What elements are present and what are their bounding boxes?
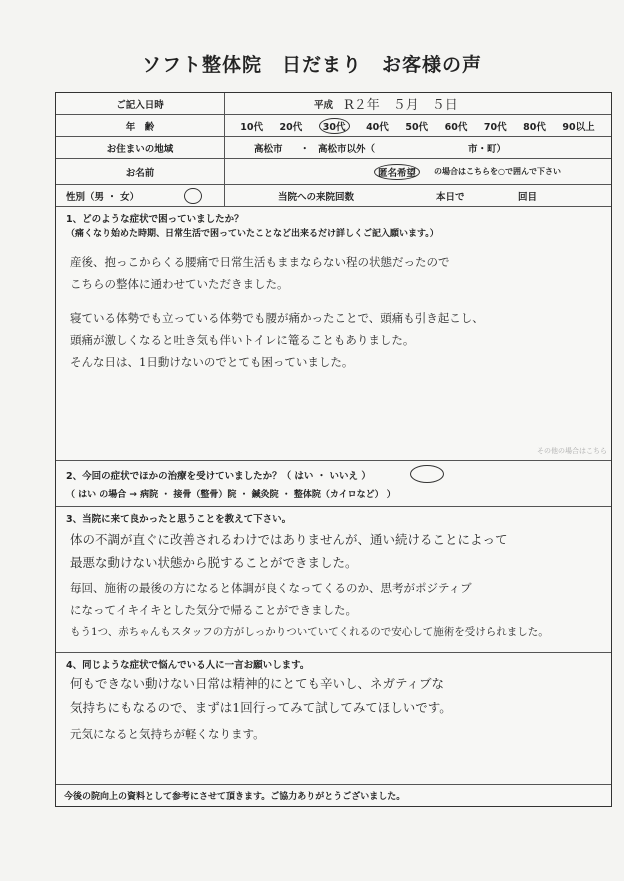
q3-answer-line-5: もう1つ、赤ちゃんもスタッフの方がしっかりついていてくれるので安心して施術を受けられました。 — [70, 626, 549, 638]
q1-answer-line-5: そんな日は、1日動けないのでとても困っていました。 — [70, 355, 354, 369]
q1-answer-line-4: 頭痛が激しくなると吐き気も伴いトイレに篭ることもありました。 — [70, 333, 415, 347]
page-title: ソフト整体院 日だまり お客様の声 — [141, 54, 482, 76]
q4-answer-line-2: 気持ちにもなるので、まずは1回行ってみて試してみてほしいです。 — [70, 700, 452, 715]
anonymous-option[interactable] — [374, 159, 420, 184]
q3-answer-line-3: 毎回、施術の最後の方になると体調が良くなってくるのか、思考がポジティブ — [70, 581, 472, 595]
label-name: お名前 — [56, 159, 225, 184]
q1-answer-line-2: こちらの整体に通わせていただきました。 — [70, 277, 289, 291]
row-gender — [56, 185, 611, 207]
row-date — [56, 93, 611, 115]
q3-answer-line-1: 体の不調が直ぐに改善されるわけではありませんが、通い続けることによって — [70, 532, 508, 547]
anonymous-note: の場合はこちらを○で囲んで下さい — [434, 167, 561, 176]
section-q2 — [56, 461, 611, 507]
era-label: 平成 — [314, 99, 334, 111]
age-option[interactable]: 40代 — [366, 121, 389, 133]
anonymous-circled: 匿名希望 — [374, 164, 420, 180]
age-option[interactable]: 50代 — [405, 121, 429, 133]
section-q4 — [56, 653, 611, 785]
q2-heading: 2、今回の症状でほかの治療を受けていましたか？（ はい ・ いいえ ） — [66, 471, 371, 482]
row-age — [56, 115, 611, 137]
label-gender[interactable]: 性別（男 ・ 女） — [56, 185, 225, 206]
label-date: ご記入日時 — [56, 93, 225, 114]
age-options — [232, 115, 603, 136]
area-separator: ・ — [300, 143, 310, 155]
q2-selected-circle — [410, 465, 444, 483]
footer-note: 今後の院向上の資料として参考にさせて頂きます。ご協力ありがとうございました。 — [64, 792, 406, 802]
q1-heading: 1、どのような症状で困っていましたか？ — [66, 214, 244, 225]
age-option[interactable]: 90以上 — [562, 121, 595, 133]
survey-form — [55, 92, 612, 807]
age-option[interactable]: 20代 — [279, 121, 303, 133]
label-area: お住まいの地域 — [56, 137, 225, 158]
visits-label: 当院への来院回数 — [278, 191, 355, 203]
visits-suffix: 回目 — [518, 191, 538, 203]
q3-answer-line-2: 最悪な動けない状態から脱することができました。 — [70, 555, 358, 570]
label-age: 年 齢 — [56, 115, 225, 136]
q2-subheading: （ はい の場合 → 病院 ・ 接骨（整骨）院 ・ 鍼灸院 ・ 整体院（カイロなど） ） — [66, 490, 396, 500]
age-option[interactable]: 70代 — [483, 121, 507, 133]
section-q3 — [56, 507, 611, 653]
gender-circle-mark — [184, 185, 202, 206]
q4-heading: 4、同じような症状で悩んでいる人に一言お願いします。 — [66, 660, 310, 671]
area-option-takamatsu[interactable]: 高松市 — [254, 143, 283, 155]
q1-faint-note: その他の場合はこちら — [537, 447, 607, 455]
area-option-other[interactable]: 高松市以外（ — [318, 143, 376, 155]
row-area — [56, 137, 611, 159]
date-value[interactable]: R２年 ５月 ５日 — [344, 98, 458, 113]
section-q1 — [56, 207, 611, 461]
q1-answer-line-3: 寝ている体勢でも立っている体勢でも腰が痛かったことで、頭痛も引き起こし、 — [70, 311, 484, 325]
q4-answer-line-3: 元気になると気持ちが軽くなります。 — [70, 727, 265, 741]
age-option[interactable]: 30代 — [319, 118, 350, 134]
age-option[interactable]: 10代 — [240, 121, 263, 133]
q1-answer-line-1: 産後、抱っこからくる腰痛で日常生活もままならない程の状態だったので — [70, 255, 450, 269]
age-option[interactable]: 80代 — [523, 121, 546, 133]
row-name — [56, 159, 611, 185]
q3-answer-line-4: になってイキイキとした気分で帰ることができました。 — [70, 603, 358, 617]
area-suffix: 市・町） — [468, 143, 507, 155]
q1-subheading: （痛くなり始めた時期、日常生活で困っていたことなど出来るだけ詳しくご記入願います。） — [66, 229, 439, 239]
visits-mid: 本日で — [436, 191, 465, 203]
age-option[interactable]: 60代 — [444, 121, 468, 133]
q4-answer-line-1: 何もできない動けない日常は精神的にとても辛いし、ネガティブな — [70, 676, 445, 691]
gender-selected-circle — [184, 188, 202, 204]
q3-heading: 3、当院に来て良かったと思うことを教えて下さい。 — [66, 514, 292, 525]
